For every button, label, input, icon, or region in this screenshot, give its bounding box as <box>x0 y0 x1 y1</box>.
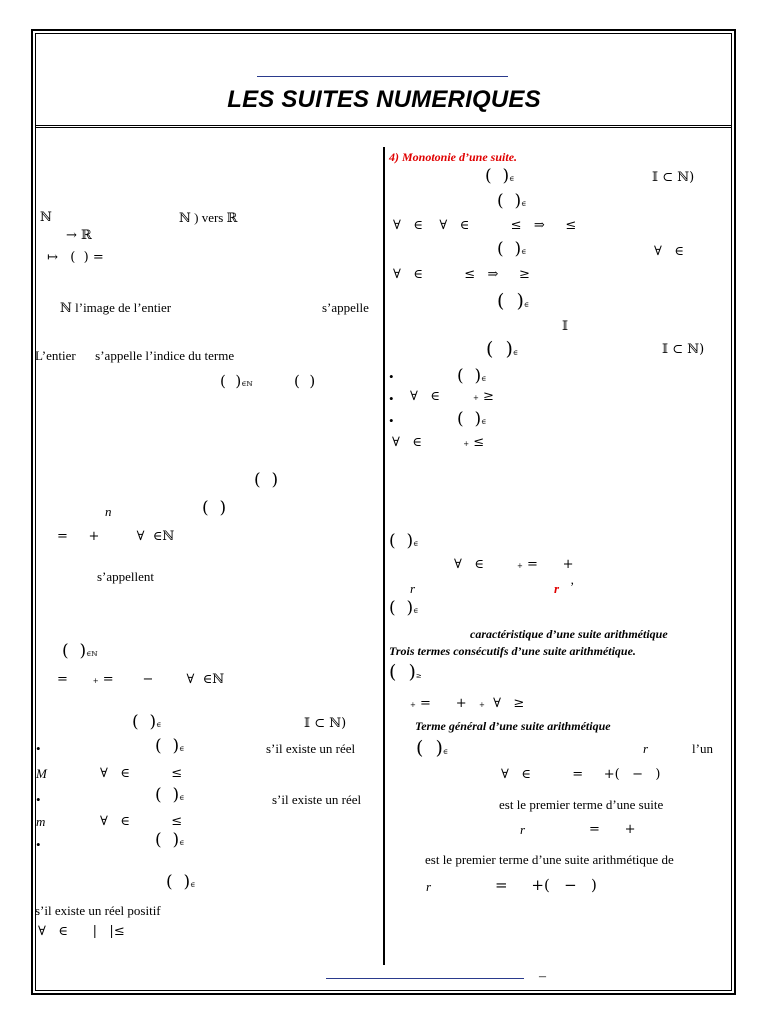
sequence-notation: ( )∈ <box>416 737 449 759</box>
sequence-notation-3: ( ) <box>254 470 279 490</box>
interval-symbol: 𝕀 <box>562 319 569 334</box>
decreasing-criterion: ∀ ∈ + ≤ <box>392 435 485 450</box>
minoree-formula: ∀ ∈ ≤ <box>100 814 183 829</box>
bornee-formula: ∀ ∈ | |≤ <box>38 924 125 939</box>
naturals-symbol: ℕ <box>40 210 52 225</box>
apostrophe: ’ <box>570 579 575 594</box>
first-term-text: est le premier terme d’une suite <box>499 797 664 812</box>
sequence-notation: ( )∈ <box>497 290 530 312</box>
decreasing-formula: ∀ ∈ ≤ ⇒ ≥ <box>393 267 530 282</box>
three-terms-heading: Trois termes consécutifs d’une suite arithmétique. <box>389 644 636 658</box>
variable-n: n <box>105 504 112 519</box>
sequence-notation: ( )∈ <box>486 338 519 360</box>
header-divider <box>35 125 732 128</box>
subset-notation: 𝕀 ⊂ ℕ) <box>662 342 705 357</box>
footer-rule <box>326 978 524 979</box>
recurrence-formula: = + ∀ ∈ℕ <box>57 529 175 544</box>
term-formula: = + <box>589 822 636 837</box>
minoree-condition: s’il existe un réel <box>272 792 362 807</box>
general-term-formula-2: = +( − ) <box>495 876 597 894</box>
sequence-notation-2: ( ) <box>294 372 316 390</box>
sequence-notation-5: ( )∈ℕ <box>62 641 98 661</box>
appellent-text: s’appellent <box>97 569 155 584</box>
variable-r: r <box>520 822 526 837</box>
definition-formula: ↦ ( ) = <box>47 250 104 265</box>
sequence-notation-10: ( )∈ <box>166 872 196 892</box>
variable-M: M <box>36 766 47 781</box>
increasing-formula: ∀ ∈ ∀ ∈ ≤ ⇒ ≤ <box>393 218 577 233</box>
arithmetic-definition: ∀ ∈ + = + <box>454 557 574 572</box>
bornee-condition: s’il existe un réel positif <box>35 903 161 918</box>
variable-m: m <box>36 814 46 829</box>
definition-map: → ℝ <box>66 228 92 243</box>
first-term-arith-text: est le premier terme d’une suite arithmétique de <box>425 852 674 867</box>
appelle-text: s’appelle <box>322 300 369 315</box>
general-term-formula: ∀ ∈ = +( − ) <box>501 767 661 782</box>
subset-notation: 𝕀 ⊂ ℕ) <box>304 716 347 731</box>
subset-notation: 𝕀 ⊂ ℕ) <box>652 170 695 185</box>
general-term-heading: Terme général d’une suite arithmétique <box>415 719 611 733</box>
bullet: • <box>389 391 394 406</box>
page-title: LES SUITES NUMERIQUES <box>227 86 541 113</box>
section-heading-monotonie: 4) Monotonie d’une suite. <box>389 150 518 164</box>
image-text: ℕ l’image de l’entier <box>60 300 172 315</box>
sequence-notation: ( )∈ <box>497 239 527 259</box>
bullet: • <box>36 837 41 852</box>
title-rule <box>257 76 508 77</box>
bullet: • <box>36 741 41 756</box>
recurrence-formula-2: = + = − ∀ ∈ℕ <box>57 672 225 687</box>
sequence-notation-4: ( ) <box>202 498 227 518</box>
bullet: • <box>36 792 41 807</box>
sequence-notation: ( )∈ <box>389 531 419 551</box>
sequence-notation-9: ( )∈ <box>155 830 185 850</box>
quantifier: ∀ ∈ <box>654 244 684 259</box>
arithmetic-characteristic-heading: caractéristique d’une suite arithmétique <box>470 627 668 641</box>
increasing-criterion: ∀ ∈ + ≥ <box>410 389 494 404</box>
bullet: • <box>389 413 394 428</box>
variable-r-red: r <box>554 581 560 596</box>
sequence-notation: ( )∈ℕ <box>220 372 253 390</box>
sequence-notation-6: ( )∈ <box>132 712 162 732</box>
index-text: L’entier s’appelle l’indice du terme <box>35 348 235 363</box>
majoree-formula: ∀ ∈ ≤ <box>100 766 183 781</box>
sequence-notation: ( )≥ <box>389 661 422 683</box>
variable-r: r <box>410 581 416 596</box>
sequence-notation: ( )∈ <box>497 191 527 211</box>
three-terms-formula: + = + + ∀ ≥ <box>410 696 525 711</box>
variable-r: r <box>426 879 432 894</box>
majoree-condition: s’il existe un réel <box>266 741 356 756</box>
sequence-notation: ( )∈ <box>457 409 487 429</box>
footer-dash: – <box>539 969 546 984</box>
sequence-notation-8: ( )∈ <box>155 785 185 805</box>
sequence-notation: ( )∈ <box>485 166 515 186</box>
lun-text: l’un <box>692 741 713 756</box>
variable-r: r <box>643 741 649 756</box>
sequence-notation: ( )∈ <box>389 598 419 618</box>
sequence-notation: ( )∈ <box>457 366 487 386</box>
sequence-notation-7: ( )∈ <box>155 736 185 756</box>
definition-text: ℕ ) vers ℝ <box>179 210 238 225</box>
bullet: • <box>389 369 394 384</box>
column-divider <box>383 147 385 965</box>
